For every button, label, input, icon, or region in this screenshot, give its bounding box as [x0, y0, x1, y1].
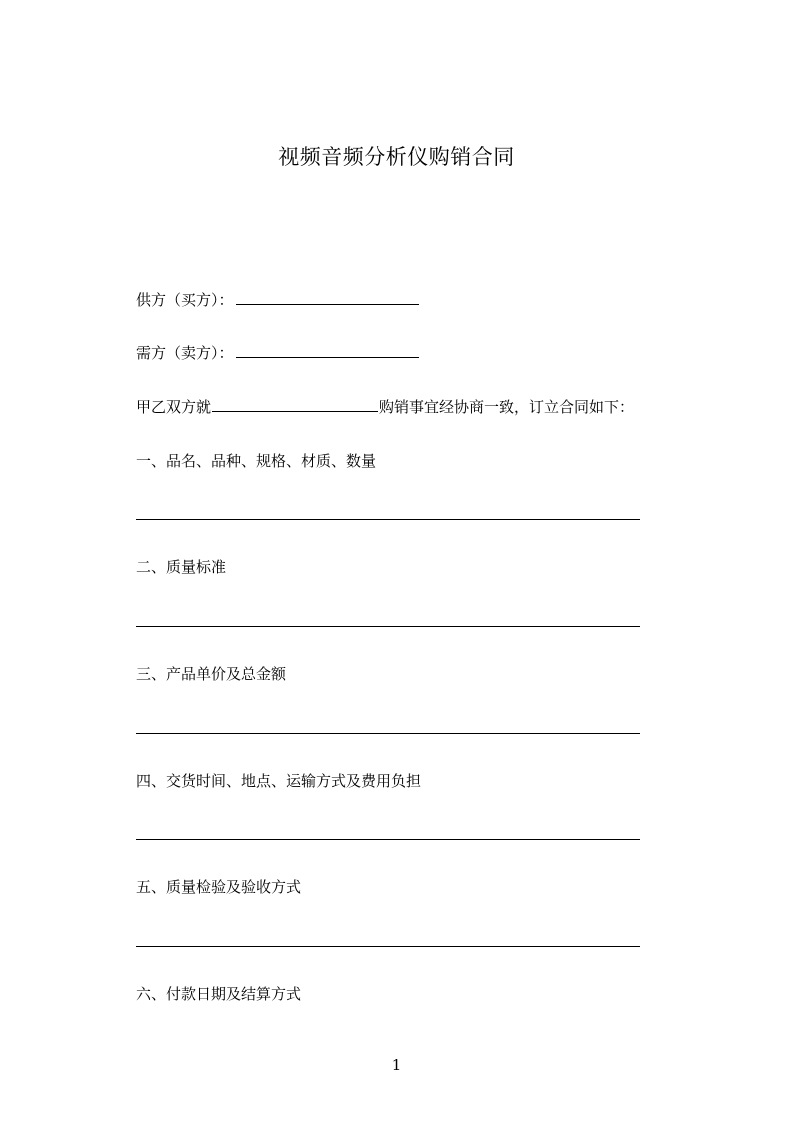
supplier-label: 供方（买方）： [136, 291, 234, 309]
agreement-line [136, 397, 634, 417]
buyer-line [136, 343, 419, 363]
section-1-fill-line [136, 519, 640, 520]
contract-title: 视频音频分析仪购销合同 [278, 145, 515, 169]
agreement-suffix: 购销事宜经协商一致，订立合同如下： [379, 398, 635, 416]
supplier-line [136, 290, 419, 310]
section-4-fill-line [136, 839, 640, 840]
page-number: 1 [391, 1056, 402, 1074]
subject-blank [212, 397, 378, 412]
section-heading-3: 三、产品单价及总金额 [136, 665, 287, 683]
agreement-prefix: 甲乙双方就 [136, 398, 212, 416]
section-heading-1: 一、品名、品种、规格、材质、数量 [136, 452, 377, 470]
section-heading-6: 六、付款日期及结算方式 [136, 985, 302, 1003]
buyer-blank [236, 343, 419, 358]
section-2-fill-line [136, 626, 640, 627]
section-heading-4: 四、交货时间、地点、运输方式及费用负担 [136, 772, 422, 790]
section-heading-2: 二、质量标准 [136, 558, 227, 576]
section-5-fill-line [136, 946, 640, 947]
supplier-blank [236, 290, 419, 305]
buyer-label: 需方（卖方）： [136, 344, 234, 362]
section-heading-5: 五、质量检验及验收方式 [136, 878, 302, 896]
section-3-fill-line [136, 733, 640, 734]
